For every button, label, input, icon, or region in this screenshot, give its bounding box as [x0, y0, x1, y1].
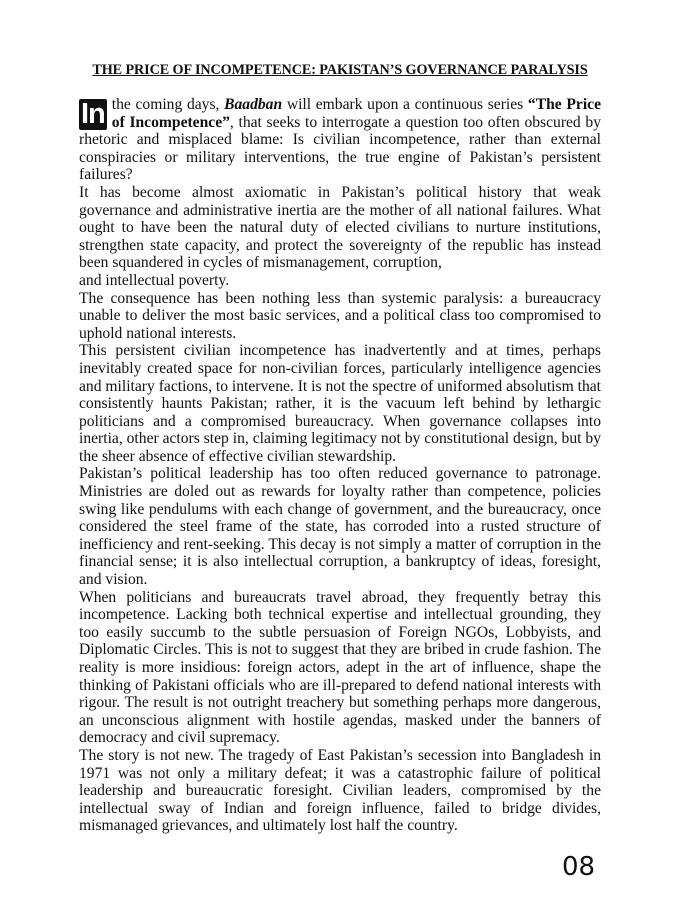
intro-text-3: , that seeks to interrogate a question too often obscured by rhetoric and misplaced blame: Is civilian incompetence, rather than external conspiracies or military interventions, the true engine of Pakistan’s persistent failures?: [79, 113, 602, 184]
intro-paragraph: [79, 96, 601, 184]
paragraph: and intellectual poverty.: [79, 271, 230, 289]
page-number: 08: [562, 852, 596, 882]
paragraph: Pakistan’s political leadership has too often reduced governance to patronage. Ministries are doled out as rewards for loyalty rather than competence, policies swing like pendulums with each change of government, and the bureaucracy, once considered the steel frame of the state, has corroded into a rusted structure of inefficiency and rent-seeking. This decay is not simply a matter of corruption in the financial sense; it is also intellectual corruption, a bankruptcy of ideas, foresight, and vision.: [79, 465, 601, 589]
paragraph: It has become almost axiomatic in Pakistan’s political history that weak governance and administrative inertia are the mother of all national failures. What ought to have been the natural duty of elected civilians to nurture institutions, strengthen state capacity, and protect the sovereignty of the republic has instead been squandered in cycles of mismanagement, corruption,: [79, 183, 601, 272]
series-name: “The Price of Incompetence”: [111, 96, 601, 131]
article-body: [79, 96, 601, 835]
paragraph: When politicians and bureaucrats travel abroad, they frequently betray this incompetence. Lacking both technical expertise and intellectual grounding, they too easily succumb to the subtle persuasion of Foreign NGOs, Lobbyists, and Diplomatic Circles. This is not to suggest that they are bribed in crude fashion. The reality is more insidious: foreign actors, adept in the art of influence, shape the thinking of Pakistani officials who are ill-prepared to defend national interests with rigour. The result is not outright treachery but something perhaps more dangerous, an unconscious alignment with hostile agendas, masked under the banners of democracy and civil supremacy.: [79, 588, 601, 747]
intro-text-1: the coming days,: [111, 96, 225, 113]
paragraph: The story is not new. The tragedy of East Pakistan’s secession into Bangladesh in 1971 was not only a military defeat; it was a catastrophic failure of political leadership and bureaucratic foresight. Civilian leaders, compromised by the intellectual sway of Indian and foreign influence, failed to bridge divides, mismanaged grievances, and ultimately lost half the country.: [79, 746, 601, 835]
publication-name: Baadban: [224, 96, 283, 113]
intro-text-2: will embark upon a continuous series: [282, 96, 528, 113]
drop-cap: In: [81, 98, 105, 130]
paragraph: The consequence has been nothing less than systemic paralysis: a bureaucracy unable to deliver the most basic services, and a political class too compromised to uphold national interests.: [79, 289, 601, 342]
paragraph: This persistent civilian incompetence has inadvertently and at times, perhaps inevitably created space for non-civilian forces, particularly intelligence agencies and military factions, to intervene. It is not the spectre of uniformed absolutism that consistently haunts Pakistan; rather, it is the vacuum left behind by lethargic politicians and a compromised bureaucracy. When governance collapses into inertia, other actors step in, claiming legitimacy not by constitutional design, but by the sheer absence of effective civilian stewardship.: [79, 342, 601, 465]
article-title: THE PRICE OF INCOMPETENCE: PAKISTAN’S GOVERNANCE PARALYSIS: [92, 62, 588, 78]
